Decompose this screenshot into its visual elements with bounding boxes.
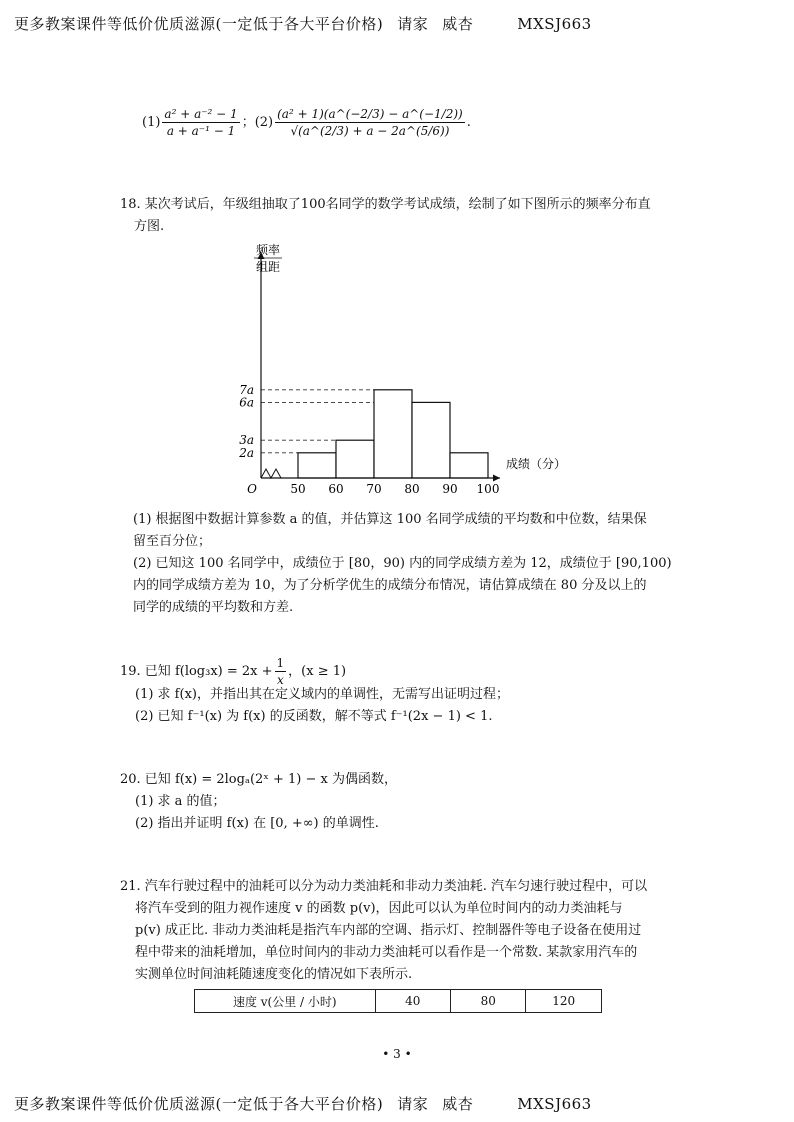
y-tick-label: 6a	[239, 395, 254, 410]
q21-line4: 程中带来的油耗增加，单位时间内的非动力类油耗可以看作是一个常数. 某款家用汽车的	[135, 945, 638, 960]
q17-part1-numerator: a² + a⁻² − 1	[164, 107, 238, 121]
histogram-bar	[374, 390, 412, 478]
q20-stem: 20. 已知 f(x) = 2logₐ(2ˣ + 1) − x 为偶函数，	[120, 772, 397, 787]
x-tick-label: 50	[290, 482, 306, 496]
x-tick-labels	[290, 482, 499, 496]
q18-stem	[120, 194, 651, 238]
banner-contact-name: 威杏	[442, 1095, 474, 1113]
histogram-bar	[412, 402, 450, 478]
table-header-cell: 速度 v(公里 / 小时)	[195, 990, 376, 1013]
q21-line5: 实测单位时间油耗随速度变化的情况如下表所示.	[135, 967, 413, 982]
histogram-bar	[336, 440, 374, 478]
banner-contact-prefix: 请家	[397, 1095, 429, 1113]
table-cell: 80	[451, 990, 526, 1013]
q21	[120, 876, 647, 986]
origin-label: O	[247, 482, 257, 496]
q18-part1-line1: (1) 根据图中数据计算参数 a 的值，并估算这 100 名同学成绩的平均数和中位数，结果保	[133, 512, 647, 527]
chart-bars	[298, 390, 488, 478]
x-tick-label: 80	[404, 482, 420, 496]
x-tick-label: 60	[328, 482, 344, 496]
q18-part2-line3: 同学的成绩的平均数和方差.	[133, 600, 294, 615]
banner-code: MXSJ663	[517, 1095, 592, 1113]
q19-part1: (1) 求 f(x)，并指出其在定义域内的单调性，无需写出证明过程；	[135, 687, 509, 702]
q19-fraction-numerator: 1	[276, 656, 285, 670]
y-tick-label: 3a	[239, 433, 254, 448]
q17-part2-numerator: (a² + 1)(a^(−2/3) − a^(−1/2))	[277, 107, 463, 121]
banner-contact-name: 威杏	[442, 15, 474, 33]
q17-separator: ；	[241, 115, 255, 130]
q17-expressions	[142, 106, 471, 139]
q20-part1: (1) 求 a 的值；	[135, 794, 226, 809]
banner-contact-prefix: 请家	[397, 15, 429, 33]
histogram-bar	[450, 453, 488, 478]
x-tick-label: 100	[476, 482, 500, 496]
x-tick-label: 70	[366, 482, 382, 496]
page-number: • 3 •	[382, 1047, 412, 1061]
q21-line3: p(v) 成正比. 非动力类油耗是指汽车内部的空调、指示灯、控制器件等电子设备在使用过	[135, 923, 642, 938]
q19-stem-post: ，(x ≥ 1)	[288, 664, 347, 679]
q20	[120, 769, 397, 835]
frequency-histogram	[228, 240, 568, 502]
q21-line2: 将汽车受到的阻力视作速度 v 的函数 p(v)，因此可以认为单位时间内的动力类油耗与	[135, 901, 623, 916]
table-cell: 120	[526, 990, 602, 1013]
q17-end: .	[466, 115, 471, 130]
q19-part2: (2) 已知 f⁻¹(x) 为 f(x) 的反函数，解不等式 f⁻¹(2x − 1) < 1.	[135, 709, 493, 724]
x-axis-label: 成绩（分）	[506, 457, 567, 471]
y-label-numerator: 频率	[255, 243, 281, 257]
q18-part1-line2: 留至百分位；	[133, 534, 212, 549]
table-row	[195, 990, 602, 1013]
banner-text: 更多教案课件等低价优质滋源(一定低于各大平台价格)	[14, 15, 384, 33]
x-tick-label: 90	[442, 482, 458, 496]
y-label-denominator: 组距	[255, 260, 281, 274]
q18-part2-line2: 内的同学成绩方差为 10，为了分析学优生的成绩分布情况，请估算成绩在 80 分及以上的	[133, 578, 647, 593]
q17-part1-fraction	[162, 106, 239, 139]
q19-parts	[135, 684, 509, 728]
histogram-bar	[298, 453, 336, 478]
q17-part2-fraction	[275, 106, 465, 139]
q19-stem-pre: 19. 已知 f(log₃x) = 2x +	[120, 664, 273, 679]
q20-part2: (2) 指出并证明 f(x) 在 [0, +∞) 的单调性.	[135, 816, 379, 831]
axis-break-icon	[261, 469, 281, 478]
top-banner	[14, 13, 592, 34]
q19-fraction-denominator: x	[276, 673, 284, 687]
q17-part1-label: (1)	[142, 115, 161, 130]
q17-part1-denominator: a + a⁻¹ − 1	[166, 124, 236, 138]
q21-line1: 21. 汽车行驶过程中的油耗可以分为动力类油耗和非动力类油耗. 汽车匀速行驶过程中，可以	[120, 879, 648, 894]
y-tick-label: 7a	[239, 382, 254, 397]
bottom-banner	[14, 1093, 592, 1114]
y-tick-label: 2a	[239, 445, 254, 460]
q18-stem-line2: 方图.	[134, 219, 165, 234]
q18-part2-line1: (2) 已知这 100 名同学中，成绩位于 [80，90) 内的同学成绩方差为 12，成绩位于 [90,100)	[133, 556, 672, 571]
q17-part2-label: (2)	[254, 115, 274, 130]
q18-parts	[133, 509, 672, 619]
q18-stem-line1: 18. 某次考试后，年级组抽取了100名同学的数学考试成绩，绘制了如下图所示的频率分布直	[120, 197, 651, 212]
speed-table	[194, 989, 602, 1013]
table-cell: 40	[375, 990, 450, 1013]
banner-code: MXSJ663	[517, 15, 592, 33]
q17-part2-denominator: √(a^(2/3) + a − 2a^(5/6))	[290, 124, 450, 138]
y-tick-labels	[238, 383, 254, 460]
banner-text: 更多教案课件等低价优质滋源(一定低于各大平台价格)	[14, 1095, 384, 1113]
